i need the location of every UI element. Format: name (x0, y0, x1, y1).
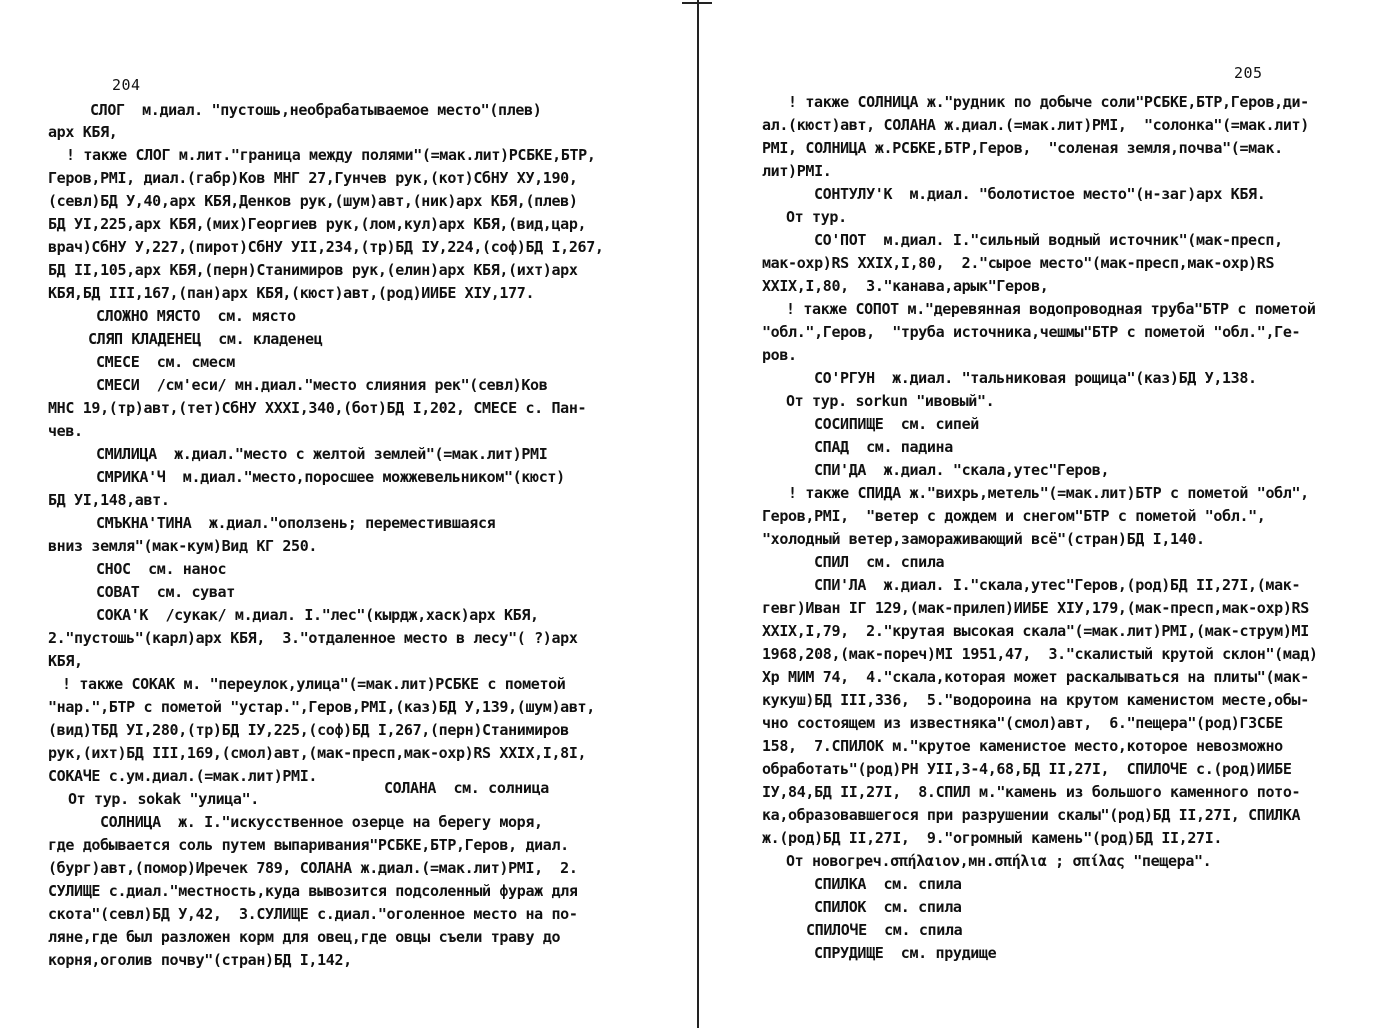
page-number: 205 (1234, 64, 1263, 82)
text-line: СЛОГ м.диал. "пустошь,необрабатываемое место"(плев) (90, 101, 542, 119)
text-line: врач)СбНУ У,227,(пирот)СбНУ УII,234,(тр)БД IУ,224,(соф)БД I,267, (48, 238, 604, 256)
text-line: IУ,84,БД II,27I, 8.СПИЛ м."камень из большого каменного пото- (762, 783, 1301, 801)
text-line: 2."пустошь"(карл)арх КБЯ, 3."отдаленное место в лесу"( ?)арх (48, 629, 578, 647)
text-line: (вид)ТБД УI,280,(тр)БД IУ,225,(соф)БД I,267,(перн)Станимиров (48, 721, 569, 739)
text-line: От тур. sorkun "ивовый". (786, 392, 995, 410)
text-line: От тур. (786, 208, 847, 226)
text-line: ляне,где был разложен корм для овец,где овцы съели траву до (48, 928, 561, 946)
text-line: где добывается соль путем выпаривания"РСБКЕ,БТР,Геров, диал. (48, 836, 569, 854)
text-line: ! также СОПОТ м."деревянная водопроводная труба"БТР с пометой (786, 300, 1316, 318)
text-line: арх КБЯ, (48, 123, 118, 141)
text-line: БД УI,148,авт. (48, 491, 170, 509)
text-line: КБЯ, (48, 652, 83, 670)
text-line: рук,(ихт)БД III,169,(смол)авт,(мак-пресп,мак-охр)RS ХХIХ,I,8I, (48, 744, 587, 762)
text-line: корня,оголив почву"(стран)БД I,142, (48, 951, 352, 969)
text-line: ! также СОЛНИЦА ж."рудник по добыче соли"РСБКЕ,БТР,Геров,ди- (788, 93, 1309, 111)
text-line: ! также СПИДА ж."вихрь,метель"(=мак.лит)БТР с пометой "обл", (788, 484, 1309, 502)
text-line: РМI, СОЛНИЦА ж.РСБКЕ,БТР,Геров, "соленая земля,почва"(=мак. (762, 139, 1283, 157)
text-line: кукуш)БД III,336, 5."водороина на крутом каменистом месте,обы- (762, 691, 1309, 709)
text-line: СО'ПОТ м.диал. I."сильный водный источник"(мак-пресп, (814, 231, 1283, 249)
text-line: СОСИПИЩЕ см. сипей (814, 415, 979, 433)
text-line: Геров,РМI, диал.(габр)Ков МНГ 27,Гунчев рук,(кот)СбНУ ХУ,190, (48, 169, 578, 187)
text-line: СПИЛ см. спила (814, 553, 945, 571)
text-line: СОЛНИЦА ж. I."искусственное озерце на берегу моря, (100, 813, 543, 831)
text-line: СНОС см. нанос (96, 560, 227, 578)
text-line: СПИЛОЧЕ см. спила (806, 921, 963, 939)
page-gutter-line (697, 0, 699, 1028)
text-line: БД УI,225,арх КБЯ,(мих)Георгиев рук,(лом,кул)арх КБЯ,(вид,цар, (48, 215, 587, 233)
text-line: СМЕСИ /см'еси/ мн.диал."место слияния рек"(севл)Ков (96, 376, 548, 394)
text-line: ХХIХ,I,79, 2."крутая высокая скала"(=мак.лит)РМI,(мак-струм)МI (762, 622, 1309, 640)
text-line: СМИЛИЦА ж.диал."место с желтой землей"(=мак.лит)РМI (96, 445, 548, 463)
text-line: МНС 19,(тр)авт,(тет)СбНУ ХХХI,340,(бот)БД I,202, СМЕСЕ с. Пан- (48, 399, 587, 417)
text-line: СПИЛКА см. спила (814, 875, 962, 893)
text-line: лит)РМI. (762, 162, 832, 180)
text-line: СО'РГУН ж.диал. "тальниковая рощица"(каз)БД У,138. (814, 369, 1257, 387)
text-line: ж.(род)БД II,27I, 9."огромный камень"(род)БД II,27I. (762, 829, 1223, 847)
text-line: СОВАТ см. суват (96, 583, 235, 601)
text-line: СОНТУЛУ'К м.диал. "болотистое место"(н-заг)арх КБЯ. (814, 185, 1266, 203)
right-page (706, 0, 1400, 1028)
text-line: Геров,РМI, "ветер с дождем и снегом"БТР с пометой "обл.", (762, 507, 1266, 525)
inline-entry: СОЛАНА см. солница (384, 779, 549, 797)
text-line: СПРУДИЩЕ см. прудище (814, 944, 997, 962)
text-line: БД II,105,арх КБЯ,(перн)Станимиров рук,(елин)арх КБЯ,(ихт)арх (48, 261, 578, 279)
page-number: 204 (112, 76, 141, 94)
text-line: СУЛИЩЕ с.диал."местность,куда вывозится подсоленный фураж для (48, 882, 578, 900)
text-line: гевг)Иван IГ 129,(мак-прилеп)ИИБЕ ХIУ,179,(мак-пресп,мак-охр)RS (762, 599, 1309, 617)
text-line: мак-охр)RS ХХIХ,I,80, 2."сырое место"(мак-пресп,мак-охр)RS (762, 254, 1275, 272)
text-line: От новогреч.σπήλαιον,мн.σπήλια ; σπίλας "пещера". (786, 852, 1212, 870)
text-line: СМЕСЕ см. смесм (96, 353, 235, 371)
text-line: ров. (762, 346, 797, 364)
text-line: чно состоящем из известняка"(смол)авт, 6."пещера"(род)ГЗСБЕ (762, 714, 1283, 732)
text-line: СМРИКА'Ч м.диал."место,поросшее можжевельником"(кюст) (96, 468, 565, 486)
text-line: СПИ'ЛА ж.диал. I."скала,утес"Геров,(род)БД II,27I,(мак- (814, 576, 1301, 594)
text-line: чев. (48, 422, 83, 440)
text-line: скота"(севл)БД У,42, 3.СУЛИЩЕ с.диал."оголенное место на по- (48, 905, 578, 923)
text-line: (севл)БД У,40,арх КБЯ,Денков рук,(шум)авт,(ник)арх КБЯ,(плев) (48, 192, 578, 210)
text-line: СОКА'К /сукак/ м.диал. I."лес"(кырдж,хаск)арх КБЯ, (96, 606, 539, 624)
text-line: обработать"(род)РН УII,3-4,68,БД II,27I, СПИЛОЧЕ с.(род)ИИБЕ (762, 760, 1292, 778)
text-line: ХХIХ,I,80, 3."канава,арык"Геров, (762, 277, 1049, 295)
text-line: вниз земля"(мак-кум)Вид КГ 250. (48, 537, 318, 555)
text-line: (бург)авт,(помор)Иречек 789, СОЛАНА ж.диал.(=мак.лит)РМI, 2. (48, 859, 578, 877)
text-line: СМЪКНА'ТИНА ж.диал."оползень; переместившаяся (96, 514, 496, 532)
text-line: СПИ'ДА ж.диал. "скала,утес"Геров, (814, 461, 1110, 479)
text-line: ка,образовавшегося при разрушении скалы"(род)БД II,27I, СПИЛКА (762, 806, 1301, 824)
text-line: КБЯ,БД III,167,(пан)арх КБЯ,(кюст)авт,(род)ИИБЕ ХIУ,177. (48, 284, 535, 302)
left-page (0, 0, 690, 1028)
text-line: 1968,208,(мак-пореч)МI 1951,47, 3."скалистый крутой склон"(мад) (762, 645, 1318, 663)
text-line: От тур. sokak "улица". (68, 790, 259, 808)
text-line: Хр МИМ 74, 4."скала,которая может раскалываться на плиты"(мак- (762, 668, 1309, 686)
text-line: ал.(кюст)авт, СОЛАНА ж.диал.(=мак.лит)РМI, "солонка"(=мак.лит) (762, 116, 1309, 134)
text-line: СОКАЧЕ с.ум.диал.(=мак.лит)РМI. (48, 767, 318, 785)
text-line: СЛОЖНО МЯСТО см. място (96, 307, 296, 325)
text-line: "обл.",Геров, "труба источника,чешмы"БТР с пометой "обл.",Ге- (762, 323, 1301, 341)
text-line: "холодный ветер,замораживающий всё"(стран)БД I,140. (762, 530, 1205, 548)
text-line: "нар.",БТР с пометой "устар.",Геров,РМI,(каз)БД У,139,(шум)авт, (48, 698, 595, 716)
text-line: ! также СОКАК м. "переулок,улица"(=мак.лит)РСБКЕ с пометой (62, 675, 566, 693)
text-line: СПАД см. падина (814, 438, 953, 456)
text-line: 158, 7.СПИЛОК м."крутое каменистое место,которое невозможно (762, 737, 1283, 755)
text-line: СПИЛОК см. спила (814, 898, 962, 916)
text-line: ! также СЛОГ м.лит."граница между полями"(=мак.лит)РСБКЕ,БТР, (66, 146, 596, 164)
text-line: СЛЯП КЛАДЕНЕЦ см. кладенец (88, 330, 323, 348)
